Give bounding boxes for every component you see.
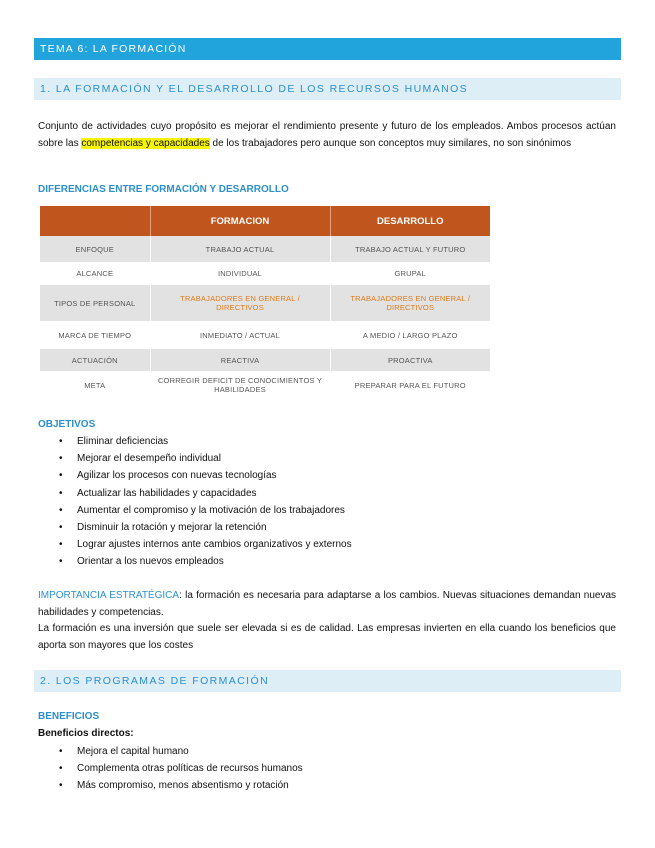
table-cell: PROACTIVA bbox=[330, 349, 490, 371]
table-row bbox=[40, 321, 490, 349]
importancia-text: : la formación es necesaria para adaptarse a los cambios. Nuevas situaciones demandan nuevas habilidades y competencias. bbox=[38, 590, 617, 618]
inversion-paragraph: La formación es una inversión que suele ser elevada si es de calidad. Las empresas invierten en ella cuando los beneficios que aporta son mayores que los costes bbox=[38, 623, 616, 651]
comparison-table bbox=[40, 206, 490, 399]
section-2-title: 2. LOS PROGRAMAS DE FORMACIÓN bbox=[40, 675, 270, 687]
table-cell: REACTIVA bbox=[150, 349, 330, 371]
table-cell: CORREGIR DEFICIT DE CONOCIMIENTOS Y HABILIDADES bbox=[150, 371, 330, 399]
table-header-desarrollo: DESARROLLO bbox=[330, 206, 490, 236]
table-row bbox=[40, 285, 490, 321]
bullet-icon: • bbox=[59, 539, 63, 551]
beneficios-directos-heading: Beneficios directos: bbox=[38, 728, 134, 739]
intro-text-a: Conjunto de actividades cuyo propósito es mejorar el rendimiento presente y futuro de los empleados. Ambos procesos actúan sobre las bbox=[38, 121, 616, 149]
list-item bbox=[38, 450, 352, 467]
list-item bbox=[38, 485, 352, 502]
row-label: META bbox=[84, 380, 106, 390]
table-row bbox=[40, 371, 490, 399]
document-title: TEMA 6: LA FORMACIÓN bbox=[40, 43, 187, 55]
bullet-icon: • bbox=[59, 556, 63, 568]
intro-highlight: competencias y capacidades bbox=[81, 137, 210, 149]
row-label: ACTUACIÓN bbox=[40, 349, 150, 371]
list-item bbox=[38, 553, 352, 570]
list-item bbox=[38, 760, 303, 777]
bullet-icon: • bbox=[59, 780, 63, 792]
bullet-icon: • bbox=[59, 453, 63, 465]
list-item bbox=[38, 536, 352, 553]
list-item-text: Mejora el capital humano bbox=[77, 746, 189, 757]
table-row bbox=[40, 262, 490, 285]
bullet-icon: • bbox=[59, 521, 63, 533]
section-1-title: 1. LA FORMACIÓN Y EL DESARROLLO DE LOS RECURSOS HUMANOS bbox=[40, 83, 469, 95]
row-label: TIPOS DE PERSONAL bbox=[40, 285, 150, 321]
document-title-band bbox=[34, 38, 621, 60]
table-cell: TRABAJADORES EN GENERAL / DIRECTIVOS bbox=[150, 285, 330, 321]
table-cell: INMEDIATO / ACTUAL bbox=[150, 321, 330, 349]
row-label: ENFOQUE bbox=[40, 236, 150, 262]
list-item-text: Disminuir la rotación y mejorar la retención bbox=[77, 521, 267, 533]
objetivos-list bbox=[38, 433, 352, 571]
differences-heading: DIFERENCIAS ENTRE FORMACIÓN Y DESARROLLO bbox=[38, 184, 289, 195]
list-item bbox=[38, 743, 303, 760]
table-cell: GRUPAL bbox=[330, 262, 490, 285]
beneficios-heading: BENEFICIOS bbox=[38, 711, 100, 722]
objetivos-heading: OBJETIVOS bbox=[38, 419, 96, 430]
table-header-formacion: FORMACION bbox=[150, 206, 330, 236]
bullet-icon: • bbox=[59, 470, 63, 482]
bullet-icon: • bbox=[59, 436, 63, 447]
table-header-row bbox=[40, 206, 490, 236]
list-item-text: Más compromiso, menos absentismo y rotación bbox=[77, 780, 289, 792]
list-item-text: Lograr ajustes internos ante cambios organizativos y externos bbox=[77, 539, 352, 551]
bullet-icon: • bbox=[59, 746, 63, 757]
table-cell: A MEDIO / LARGO PLAZO bbox=[330, 321, 490, 349]
list-item-text: Complementa otras políticas de recursos humanos bbox=[77, 763, 303, 775]
list-item bbox=[38, 467, 352, 484]
beneficios-directos-list bbox=[38, 743, 303, 795]
table-cell: PREPARAR PARA EL FUTURO bbox=[330, 371, 490, 399]
table-cell: TRABAJO ACTUAL bbox=[150, 236, 330, 262]
list-item bbox=[38, 502, 352, 519]
table-cell: TRABAJO ACTUAL Y FUTURO bbox=[330, 236, 490, 262]
list-item-text: Agilizar los procesos con nuevas tecnologías bbox=[77, 470, 277, 482]
bullet-icon: • bbox=[59, 487, 63, 499]
intro-paragraph bbox=[38, 119, 616, 152]
list-item-text: Aumentar el compromiso y la motivación de los trabajadores bbox=[77, 504, 345, 516]
table-header-cell bbox=[40, 206, 150, 236]
list-item bbox=[38, 519, 352, 536]
intro-text-b: de los trabajadores pero aunque son conceptos muy similares, no son sinónimos bbox=[209, 137, 572, 149]
list-item-text: Mejorar el desempeño individual bbox=[77, 453, 221, 465]
importancia-label: IMPORTANCIA ESTRATÉGICA bbox=[38, 590, 180, 601]
row-label: ALCANCE bbox=[76, 269, 114, 278]
list-item-text: Orientar a los nuevos empleados bbox=[77, 556, 224, 568]
table-row bbox=[40, 349, 490, 371]
table-cell: TRABAJADORES EN GENERAL / DIRECTIVOS bbox=[330, 285, 490, 321]
list-item bbox=[38, 777, 303, 794]
importancia-paragraph bbox=[38, 588, 616, 621]
section-1-band bbox=[34, 78, 621, 100]
row-label: MARCA DE TIEMPO bbox=[58, 330, 132, 340]
table-cell: INDIVIDUAL bbox=[150, 262, 330, 285]
list-item bbox=[38, 433, 352, 450]
bullet-icon: • bbox=[59, 504, 63, 516]
section-2-band bbox=[34, 670, 621, 692]
list-item-text: Eliminar deficiencias bbox=[77, 436, 169, 447]
table-row bbox=[40, 236, 490, 262]
list-item-text: Actualizar las habilidades y capacidades bbox=[77, 487, 257, 499]
bullet-icon: • bbox=[59, 763, 63, 775]
